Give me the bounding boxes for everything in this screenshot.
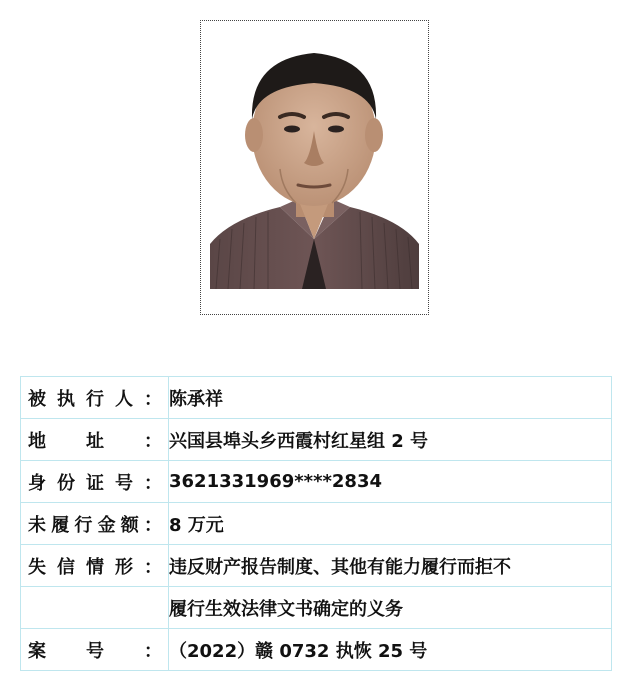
field-label: [21, 587, 169, 629]
field-label: [21, 545, 169, 587]
field-label: [21, 461, 169, 503]
info-row: [21, 587, 612, 629]
photo-frame: [200, 20, 429, 315]
label-char: 案: [28, 640, 46, 662]
info-row: [21, 629, 612, 671]
field-value: （2022）赣 0732 执恢 25 号: [169, 629, 612, 671]
label-char: ：: [144, 556, 162, 578]
label-char: 址: [86, 430, 104, 452]
label-char: ：: [144, 388, 162, 410]
info-table: [20, 376, 612, 671]
label-char: 人: [115, 388, 133, 410]
label-char: 证: [86, 472, 104, 494]
label-char: 号: [115, 472, 133, 494]
label-char: 金: [97, 514, 116, 536]
field-value: 3621331969****2834: [169, 461, 612, 503]
label-char: ：: [144, 640, 162, 662]
portrait-photo: [210, 39, 419, 289]
field-label-text: [28, 637, 162, 663]
field-label-text: [28, 469, 162, 495]
field-label-text: [28, 511, 162, 537]
field-value: 8 万元: [169, 503, 612, 545]
field-label-text: [28, 385, 162, 411]
label-char: ：: [143, 514, 162, 536]
label-char: 额: [120, 514, 139, 536]
field-value: 违反财产报告制度、其他有能力履行而拒不: [169, 545, 612, 587]
field-label: [21, 503, 169, 545]
label-char: 形: [115, 556, 133, 578]
field-label: [21, 419, 169, 461]
label-char: 信: [57, 556, 75, 578]
label-char: 地: [28, 430, 46, 452]
label-char: 行: [86, 388, 104, 410]
label-char: 失: [28, 556, 46, 578]
label-char: ：: [144, 430, 162, 452]
label-char: 情: [86, 556, 104, 578]
field-label: [21, 629, 169, 671]
field-label-text: [28, 553, 162, 579]
label-char: 被: [28, 388, 46, 410]
label-char: 号: [86, 640, 104, 662]
label-char: 身: [28, 472, 46, 494]
info-row: [21, 545, 612, 587]
person-portrait-illustration: [210, 39, 419, 289]
info-row: [21, 419, 612, 461]
label-char: 履: [51, 514, 70, 536]
label-char: 份: [57, 472, 75, 494]
label-char: 行: [74, 514, 93, 536]
info-row: [21, 377, 612, 419]
label-char: 未: [28, 514, 46, 536]
info-row: [21, 461, 612, 503]
field-value: 陈承祥: [169, 377, 612, 419]
label-char: ：: [144, 472, 162, 494]
info-row: [21, 503, 612, 545]
field-value: 兴国县埠头乡西霞村红星组 2 号: [169, 419, 612, 461]
field-value: 履行生效法律文书确定的义务: [169, 587, 612, 629]
label-char: 执: [57, 388, 75, 410]
field-label-text: [28, 427, 162, 453]
field-label: [21, 377, 169, 419]
